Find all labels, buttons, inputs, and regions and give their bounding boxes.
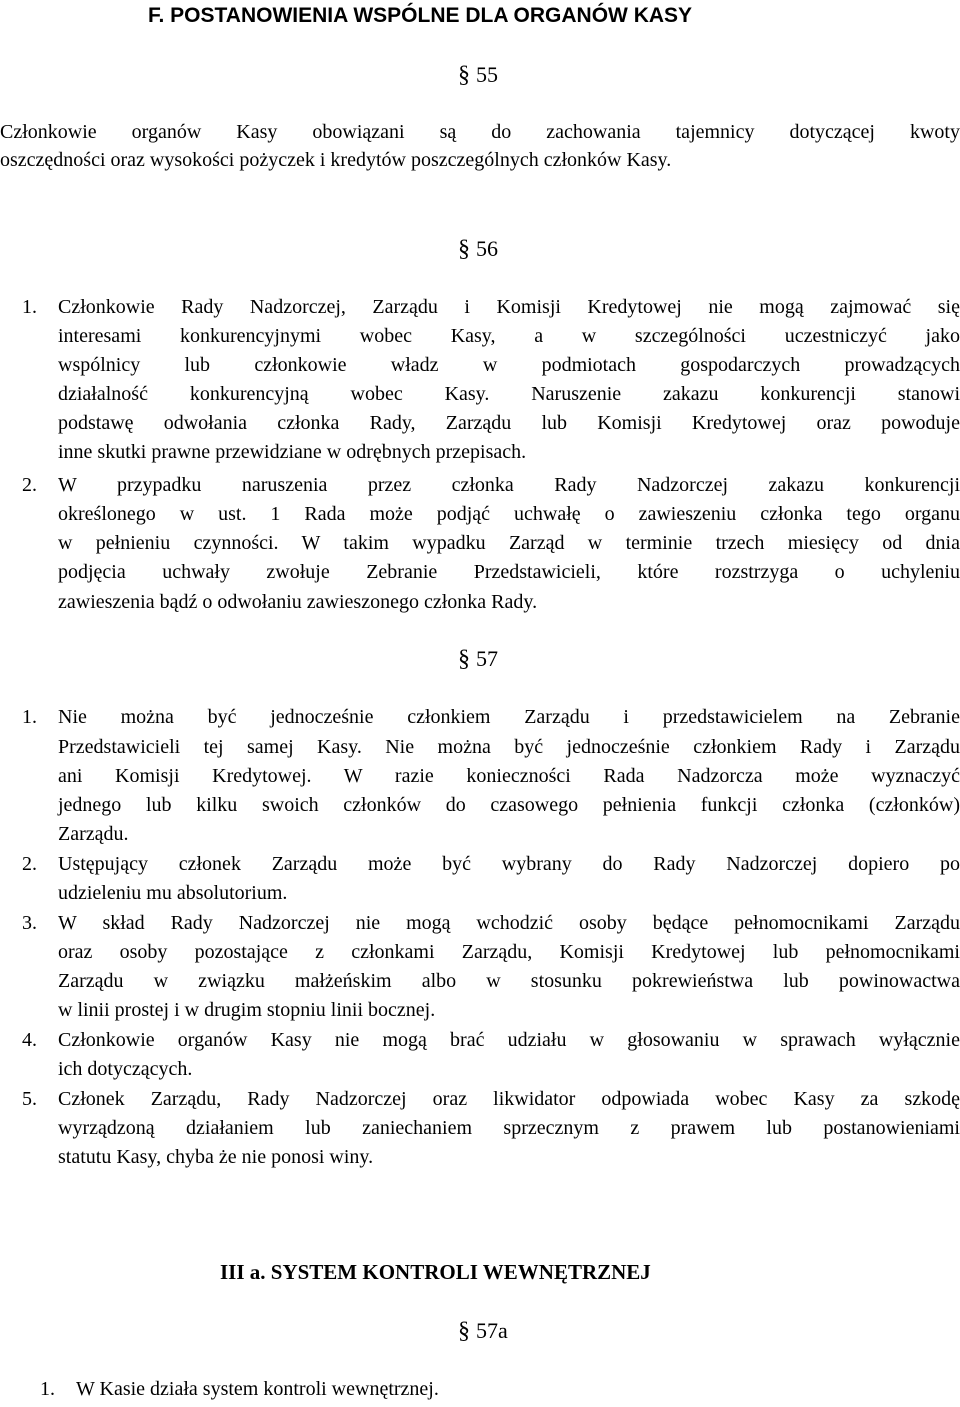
text-line: inne skutki prawne przewidziane w odrębnych przepisach. bbox=[58, 441, 527, 463]
paragraph-57a-label: 57a bbox=[476, 1318, 508, 1343]
paragraph-56-label: 56 bbox=[476, 236, 498, 261]
item-number: 1. bbox=[22, 706, 37, 728]
text-line: ich dotyczących. bbox=[58, 1058, 193, 1080]
text-line: Członkowie Rady Nadzorczej, Zarządu i Komisji Kredytowej nie mogą zajmować się bbox=[58, 296, 960, 318]
text-line: W Kasie działa system kontroli wewnętrznej. bbox=[76, 1378, 439, 1400]
item-number: 1. bbox=[40, 1378, 55, 1400]
item-number: 3. bbox=[22, 912, 37, 934]
text-line: jednego lub kilku swoich członków do czasowego pełnienia funkcji członka (członków) bbox=[58, 794, 960, 816]
paragraph-57-mark bbox=[458, 646, 498, 673]
text-line: Członkowie organów Kasy nie mogą brać udziału w głosowaniu w sprawach wyłącznie bbox=[58, 1029, 960, 1051]
paragraph-57-label: 57 bbox=[476, 646, 498, 671]
paragraph-56-mark bbox=[458, 236, 498, 263]
text-line: wspólnicy lub członkowie władz w podmiotach gospodarczych prowadzących bbox=[58, 354, 960, 376]
text-line: oraz osoby pozostające z członkami Zarządu, Komisji Kredytowej lub pełnomocnikami bbox=[58, 941, 960, 963]
section-sign: § bbox=[458, 62, 470, 88]
section-sign: § bbox=[458, 1318, 470, 1344]
item-number: 5. bbox=[22, 1088, 37, 1110]
text-line: w linii prostej i w drugim stopniu linii bocznej. bbox=[58, 999, 436, 1021]
text-line: oszczędności oraz wysokości pożyczek i kredytów poszczególnych członków Kasy. bbox=[0, 149, 672, 171]
text-line: podjęcia uchwały zwołuje Zebranie Przedstawicieli, które rozstrzyga o uchyleniu bbox=[58, 561, 960, 583]
paragraph-55-mark bbox=[458, 62, 498, 89]
text-line: Członkowie organów Kasy obowiązani są do zachowania tajemnicy dotyczącej kwoty bbox=[0, 121, 960, 143]
section-sign: § bbox=[458, 236, 470, 262]
text-line: udzieleniu mu absolutorium. bbox=[58, 882, 288, 904]
text-line: W skład Rady Nadzorczej nie mogą wchodzić osoby będące pełnomocnikami Zarządu bbox=[58, 912, 960, 934]
section-3a-title: III a. SYSTEM KONTROLI WEWNĘTRZNEJ bbox=[220, 1260, 651, 1284]
item-number: 2. bbox=[22, 474, 37, 496]
section-sign: § bbox=[458, 646, 470, 672]
text-line: ani Komisji Kredytowej. W razie konieczności Rada Nadzorcza może wyznaczyć bbox=[58, 765, 960, 787]
text-line: wyrządzoną działaniem lub zaniechaniem sprzecznym z prawem lub postanowieniami bbox=[58, 1117, 960, 1139]
text-line: Ustępujący członek Zarządu może być wybrany do Rady Nadzorczej dopiero po bbox=[58, 853, 960, 875]
text-line: interesami konkurencyjnymi wobec Kasy, a w szczególności uczestniczyć jako bbox=[58, 325, 960, 347]
text-line: zawieszenia bądź o odwołaniu zawieszonego członka Rady. bbox=[58, 591, 538, 613]
text-line: Zarządu w związku małżeńskim albo w stosunku pokrewieństwa lub powinowactwa bbox=[58, 970, 960, 992]
item-number: 4. bbox=[22, 1029, 37, 1051]
text-line: W przypadku naruszenia przez członka Rady Nadzorczej zakazu konkurencji bbox=[58, 474, 960, 496]
text-line: określonego w ust. 1 Rada może podjąć uchwałę o zawieszeniu członka tego organu bbox=[58, 503, 960, 525]
item-number: 1. bbox=[22, 296, 37, 318]
section-heading: F. POSTANOWIENIA WSPÓLNE DLA ORGANÓW KASY bbox=[148, 4, 693, 27]
item-number: 2. bbox=[22, 853, 37, 875]
text-line: działalność konkurencyjną wobec Kasy. Naruszenie zakazu konkurencji stanowi bbox=[58, 383, 960, 405]
text-line: w pełnieniu czynności. W takim wypadku Zarząd w terminie trzech miesięcy od dnia bbox=[58, 532, 960, 554]
text-line: Członek Zarządu, Rady Nadzorczej oraz likwidator odpowiada wobec Kasy za szkodę bbox=[58, 1088, 960, 1110]
text-line: Nie można być jednocześnie członkiem Zarządu i przedstawicielem na Zebranie bbox=[58, 706, 960, 728]
paragraph-55-label: 55 bbox=[476, 62, 498, 87]
text-line: Zarządu. bbox=[58, 823, 129, 845]
text-line: Przedstawicieli tej samej Kasy. Nie można być jednocześnie członkiem Rady i Zarządu bbox=[58, 736, 960, 758]
text-line: statutu Kasy, chyba że nie ponosi winy. bbox=[58, 1146, 374, 1168]
text-line: podstawę odwołania członka Rady, Zarządu lub Komisji Kredytowej oraz powoduje bbox=[58, 412, 960, 434]
paragraph-57a-mark bbox=[458, 1318, 508, 1345]
